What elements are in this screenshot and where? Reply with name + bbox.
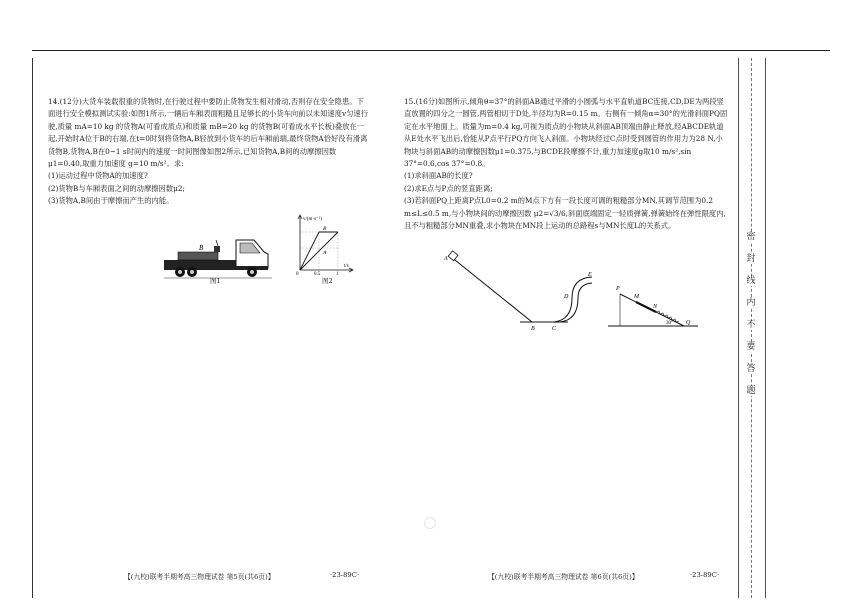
- side-char: 答: [746, 364, 756, 374]
- angle-label: 30°: [666, 321, 673, 326]
- binding-strip-text: [742, 232, 760, 396]
- graph-line-label-b: B: [323, 226, 327, 232]
- label-d: D: [564, 294, 569, 300]
- label-a: A: [444, 256, 448, 262]
- label-q: Q: [686, 320, 691, 326]
- graph-x-tick: 0.5: [314, 272, 321, 276]
- graph-line-label-a: A: [323, 250, 327, 256]
- footer-page-5-code: ·23-89C·: [330, 571, 360, 579]
- figure-15-track-diagram: [440, 250, 702, 336]
- graph-x-axis-label: t/s: [344, 264, 349, 269]
- side-char: 要: [746, 342, 756, 352]
- graph-x-tick: 1: [336, 272, 339, 276]
- top-rule: [32, 50, 830, 51]
- side-char: 封: [746, 254, 756, 264]
- question-15-stem: 15.(16分)如图所示,倾角θ=37°的斜面AB通过平滑的小圆弧与水平直轨道BC连接,CD,DE为两段竖直放置的四分之一圆管,两管相切于D处,半径均为R=0.15 m。右侧有一倾角α=30°的光滑斜面PQ固定在水平地面上。质量为m=0.4 kg,可视为质点的小物块从斜面AB顶端由静止释放,经ABCDE轨道从E处水平飞出后,恰能从P点平行PQ方向飞入斜面。小物块经过C点时受到圆管的作用力为28 N,小物块与斜面AB的动摩擦因数μ1=0.375,与BCDE段摩擦不计,重力加速度g取10 m/s²,sin 37°=0.6,cos 37°=0.8。: [404, 97, 728, 169]
- question-15-part-1: (1)求斜面AB的长度?: [404, 171, 473, 181]
- figure-2-caption: 图2: [322, 277, 333, 285]
- label-b: B: [531, 326, 535, 332]
- graph-y-axis-label: v/(m·s⁻¹): [303, 217, 322, 222]
- question-15-part-2: (2)求E点与P点的竖直距离;: [404, 183, 493, 193]
- question-14-part-3: (3)货物A,B间由于摩擦而产生的内能。: [48, 196, 174, 206]
- side-char: 内: [746, 298, 756, 308]
- question-15-part-3: (3)若斜面PQ上距离P点L0=0.2 m的M点下方有一段长度可调的粗糙部分MN,其调节范围为0.2 m≤L≤0.5 m,与小物块间的动摩擦因数 μ2=√3/6,斜面底端固定一轻质弹簧,弹簧始终在弹性限度内,且不与粗糙部分MN重叠,求小物块在MN段上运动的总路程s与MN长度L的关系式。: [404, 196, 726, 231]
- figure-2-vt-graph: [292, 212, 354, 276]
- side-char: 题: [746, 386, 756, 396]
- figure-1-label-b: B: [199, 244, 204, 252]
- scan-mark: [424, 517, 436, 529]
- label-n: N: [653, 304, 658, 310]
- label-p: P: [616, 286, 620, 292]
- footer-page-6-code: ·23-89C·: [690, 571, 720, 579]
- graph-origin-label: 0: [296, 272, 299, 276]
- footer-page-5-title: 【(九校)联考半期考高三物理试卷 第5页(共6页)】: [124, 573, 275, 581]
- side-char: 线: [746, 276, 756, 286]
- side-char: 不: [746, 320, 756, 330]
- label-e: E: [588, 272, 592, 278]
- question-14-part-1: (1)运动过程中货物A的加速度?: [48, 171, 148, 181]
- label-m: M: [634, 294, 639, 300]
- figure-1-caption: 图1: [210, 277, 221, 285]
- footer-page-6-title: 【(九校)联考半期考高三物理试卷 第6页(共6页)】: [488, 573, 639, 581]
- question-15: [404, 96, 728, 232]
- side-char: 密: [746, 232, 756, 242]
- question-14: [48, 96, 370, 208]
- question-14-stem: 14.(12分)大货车装载很重的货物时,在行驶过程中要防止货物发生相对滑动,否则存在安全隐患。下面进行安全模拟测试实验:如图1所示,一辆后车厢表面粗糙且足够长的小货车向前以未知速度v匀速行驶,质量 mA=10 kg 的货物A(可看成质点)和质量 mB=20 kg 的货物B(可看成水平长板)叠放在一起,开始时A位于B的右端,在t=0时刻将货物A,B轻放到小货车的后车厢前端,最终货物A恰好没有滑离货物B,货物A,B在0~1 s时间内的速度一时间图像如图2所示,已知货物A,B间的动摩擦因数 μ1=0.40,取重力加速度 g=10 m/s²。求:: [48, 97, 369, 169]
- label-c: C: [552, 326, 557, 332]
- question-14-part-2: (2)货物B与车厢表面之间的动摩擦因数μ2;: [48, 183, 185, 193]
